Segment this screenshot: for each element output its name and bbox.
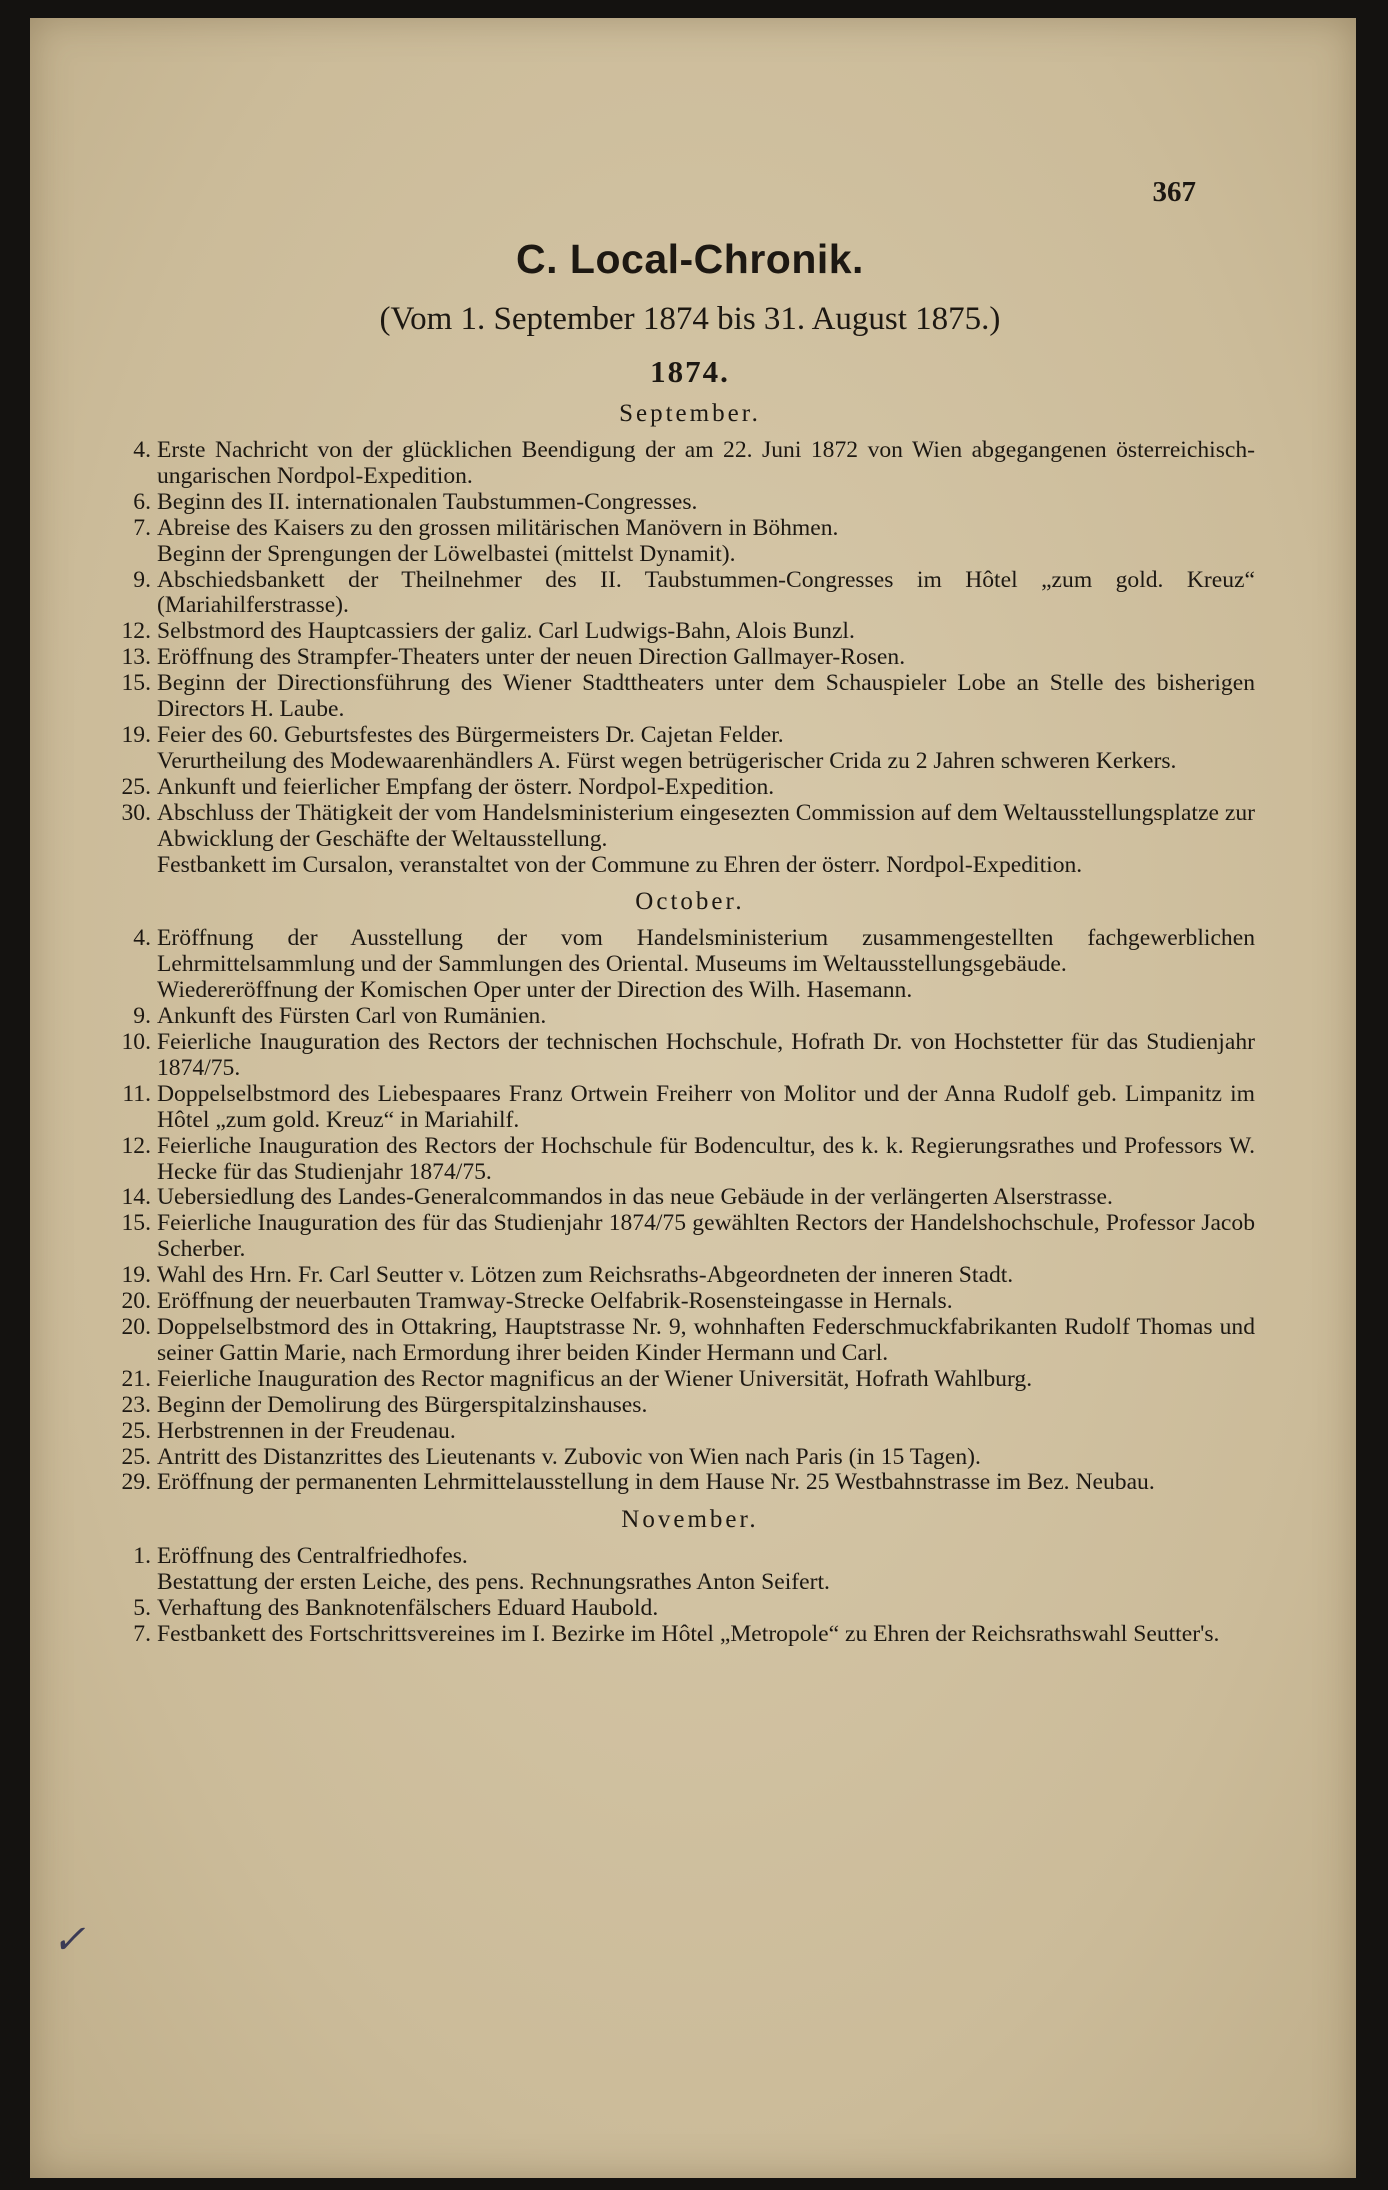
entry-text: Eröffnung der permanenten Lehrmittelausstellung in dem Hause Nr. 25 Westbahnstrasse im Bez. Neubau. <box>157 1469 1155 1496</box>
entry-day: 25. <box>121 1443 151 1470</box>
chronicle-entry <box>121 773 1255 801</box>
entry-text: Feierliche Inauguration des Rectors der Hochschule für Bodencultur, des k. k. Regierungsrathes und Professors W. Hecke für das Studienjahr 1874/75. <box>157 1132 1255 1185</box>
entry-day: 13. <box>121 644 151 671</box>
month-heading: September. <box>619 400 761 427</box>
entry-text: Ankunft und feierlicher Empfang der österr. Nordpol-Expedition. <box>157 773 775 800</box>
entry-day: 25. <box>121 773 151 800</box>
chronicle-entry <box>121 799 1255 853</box>
entry-day: 21. <box>121 1365 151 1392</box>
chronicle-entry <box>125 853 1255 879</box>
entry-day: 4. <box>133 925 151 952</box>
entry-day: 23. <box>121 1391 151 1418</box>
month-section <box>125 1506 1255 1648</box>
entry-text: Beginn der Directionsführung des Wiener Stadttheaters unter dem Schauspieler Lobe an Stelle des bisherigen Directors H. Laube. <box>157 670 1255 723</box>
entry-day: 11. <box>122 1080 151 1107</box>
chronicle-entry <box>121 1391 1255 1419</box>
entry-day: 20. <box>121 1288 151 1315</box>
entry-text: Festbankett des Fortschrittsvereines im I. Bezirke im Hôtel „Metropole“ zu Ehren der Reichsrathswahl Seutter's. <box>157 1621 1220 1648</box>
entry-text: Eröffnung des Strampfer-Theaters unter der neuen Direction Gallmayer-Rosen. <box>157 644 906 671</box>
chronicle-entry <box>121 644 1255 671</box>
entry-text: Abschluss der Thätigkeit der vom Handelsministerium eingesezten Commission auf dem Weltausstellungsplatze zur Abwicklung der Geschäfte der Weltausstellung. <box>157 799 1255 852</box>
entry-day: 7. <box>133 1621 151 1648</box>
page-number: 367 <box>1152 176 1196 208</box>
chronicle-entry <box>125 926 1255 978</box>
entry-text: Ankunft des Fürsten Carl von Rumänien. <box>157 1003 547 1030</box>
chronicle-entry <box>125 542 1255 568</box>
entry-day: 7. <box>133 514 151 541</box>
entry-day: 6. <box>133 488 151 515</box>
chronicle-entry <box>121 1417 1255 1445</box>
entry-day: 12. <box>121 1132 151 1159</box>
entry-text: Feierliche Inauguration des Rectors der technischen Hochschule, Hofrath Dr. von Hochstetter für das Studienjahr 1874/75. <box>157 1029 1255 1081</box>
entry-text: Wiedereröffnung der Komischen Oper unter der Direction des Wilh. Hasemann. <box>157 977 913 1004</box>
chronicle-entry <box>125 1596 1255 1622</box>
entry-text: Beginn der Sprengungen der Löwelbastei (mittelst Dynamit). <box>157 540 736 567</box>
chronicle-entry <box>125 749 1255 775</box>
chronicle-entry <box>121 1262 1255 1289</box>
page-sheet <box>30 18 1356 2178</box>
entry-text: Feierliche Inauguration des Rector magnificus an der Wiener Universität, Hofrath Wahlburg. <box>157 1365 1033 1392</box>
chronicle-entry <box>125 438 1255 490</box>
date-range-subtitle: (Vom 1. September 1874 bis 31. August 1875.) <box>379 301 1001 337</box>
entry-text: Selbstmord des Hauptcassiers der galiz. Carl Ludwigs-Bahn, Alois Bunzl. <box>157 618 855 645</box>
chronicle-entry <box>125 516 1255 542</box>
chronicle-entry <box>121 721 1255 749</box>
entry-text: Festbankett im Cursalon, veranstaltet von der Commune zu Ehren der österr. Nordpol-Expedition. <box>157 851 1083 878</box>
entry-day: 9. <box>133 566 151 593</box>
entry-text: Wahl des Hrn. Fr. Carl Seutter v. Lötzen zum Reichsraths-Abgeordneten der inneren Stadt. <box>157 1262 1014 1289</box>
chronicle-entry <box>125 568 1255 620</box>
entry-text: Verurtheilung des Modewaarenhändlers A. Fürst wegen betrügerischer Crida zu 2 Jahren schweren Kerkers. <box>157 747 1177 774</box>
chronicle-entry <box>121 1288 1255 1315</box>
month-heading: October. <box>635 888 745 916</box>
entry-text: Eröffnung des Centralfriedhofes. <box>157 1543 468 1570</box>
entry-list <box>121 925 1255 1496</box>
month-section <box>121 888 1255 1496</box>
month-heading: November. <box>621 1506 759 1534</box>
chronicle-entry <box>125 1544 1255 1570</box>
chronicle-entry <box>125 978 1255 1004</box>
entry-list <box>125 1544 1255 1648</box>
chronicle-entry <box>125 1570 1255 1596</box>
entry-day: 12. <box>121 618 151 645</box>
year-heading: 1874. <box>650 354 730 389</box>
chronicle-entry <box>121 670 1255 723</box>
entry-list <box>121 437 1255 878</box>
entry-day: 4. <box>133 437 151 463</box>
margin-pencil-mark: ✓ <box>52 1917 86 1962</box>
entry-text: Eröffnung der Ausstellung der vom Handelsministerium zusammengestellten fachgewerblichen Lehrmittelsammlung und der Sammlungen des Oriental. Museums im Weltausstellungsgebäude. <box>157 925 1255 978</box>
chronicle-entry <box>122 1080 1255 1134</box>
chronicle-entry <box>121 1469 1255 1496</box>
chronicle-entry <box>121 1443 1255 1471</box>
entry-day: 9. <box>133 1003 151 1030</box>
chronicle-entry <box>125 1622 1255 1648</box>
entry-text: Doppelselbstmord des in Ottakring, Hauptstrasse Nr. 9, wohnhaften Federschmuckfabrikanten Rudolf Thomas und seiner Gattin Marie, nach Ermordung ihrer beiden Kinder Hermann und Carl. <box>157 1314 1255 1366</box>
entry-text: Abschiedsbankett der Theilnehmer des II. Taubstummen-Congresses im Hôtel „zum gold. Kreuz“ (Mariahilferstrasse). <box>157 566 1255 619</box>
entry-text: Erste Nachricht von der glücklichen Beendigung der am 22. Juni 1872 von Wien abgegangenen österreichisch-ungarischen Nordpol-Expedition. <box>157 437 1255 489</box>
chronicle-entry <box>121 1132 1255 1186</box>
entry-text: Eröffnung der neuerbauten Tramway-Strecke Oelfabrik-Rosensteingasse in Hernals. <box>157 1288 953 1315</box>
entry-day: 15. <box>121 1210 151 1237</box>
month-sections <box>121 400 1255 1648</box>
chronicle-entry <box>121 1184 1255 1211</box>
entry-day: 1. <box>133 1543 151 1570</box>
chronicle-entry <box>125 1004 1255 1030</box>
entry-text: Verhaftung des Banknotenfälschers Eduard Haubold. <box>157 1595 659 1622</box>
entry-text: Feierliche Inauguration des für das Studienjahr 1874/75 gewählten Rectors der Handelshochschule, Professor Jacob Scherber. <box>157 1210 1255 1263</box>
entry-text: Herbstrennen in der Freudenau. <box>157 1417 456 1444</box>
entry-text: Antritt des Distanzrittes des Lieutenants v. Zubovic von Wien nach Paris (in 15 Tagen). <box>157 1443 981 1470</box>
chronicle-entry <box>121 1029 1255 1082</box>
chronicle-entry <box>121 1210 1255 1263</box>
entry-day: 5. <box>133 1595 151 1622</box>
entry-text: Beginn des II. internationalen Taubstummen-Congresses. <box>157 488 698 515</box>
entry-text: Doppelselbstmord des Liebespaares Franz Ortwein Freiherr von Molitor und der Anna Rudolf geb. Limpanitz im Hôtel „zum gold. Kreuz“ in Mariahilf. <box>157 1080 1255 1133</box>
entry-day: 14. <box>121 1184 151 1211</box>
entry-text: Beginn der Demolirung des Bürgerspitalzinshauses. <box>157 1391 648 1418</box>
entry-text: Abreise des Kaisers zu den grossen militärischen Manövern in Böhmen. <box>157 514 839 541</box>
entry-text: Uebersiedlung des Landes-Generalcommandos in das neue Gebäude in der verlängerten Alserstrasse. <box>157 1184 1113 1211</box>
entry-text: Feier des 60. Geburtsfestes des Bürgermeisters Dr. Cajetan Felder. <box>157 721 784 748</box>
entry-day: 29. <box>121 1469 151 1496</box>
entry-day: 25. <box>121 1417 151 1444</box>
entry-day: 10. <box>121 1029 151 1056</box>
chronicle-entry <box>121 1365 1255 1393</box>
chronicle-entry <box>121 1314 1255 1367</box>
entry-day: 20. <box>121 1314 151 1340</box>
entry-day: 19. <box>121 1262 151 1289</box>
entry-day: 19. <box>121 721 151 748</box>
chronicle-entry <box>125 490 1255 516</box>
month-section <box>121 400 1255 878</box>
entry-text: Bestattung der ersten Leiche, des pens. Rechnungsrathes Anton Seifert. <box>157 1569 830 1596</box>
entry-day: 30. <box>121 799 151 826</box>
chronicle-entry <box>121 618 1255 645</box>
entry-day: 15. <box>121 670 151 697</box>
chronicle-column <box>121 236 1255 1648</box>
section-title: C. Local-Chronik. <box>516 236 864 282</box>
